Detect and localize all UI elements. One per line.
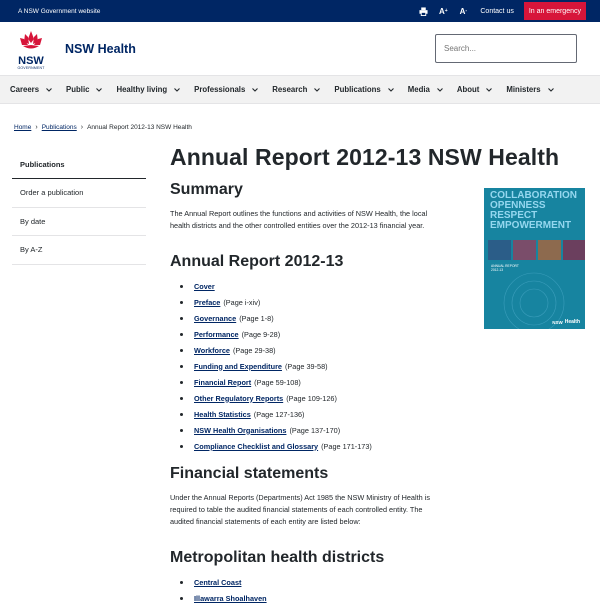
- chevron-down-icon: [314, 87, 320, 93]
- list-item: [180, 310, 372, 326]
- chevron-down-icon: [252, 87, 258, 93]
- brand[interactable]: [13, 29, 136, 69]
- nav-label: About: [456, 85, 480, 94]
- report-link-financial-report[interactable]: Financial Report: [194, 377, 252, 387]
- nav-label: Public: [66, 85, 90, 94]
- logo-subtext: GOVERNMENT: [17, 65, 45, 70]
- waratah-icon: [13, 29, 49, 51]
- metro-districts-heading: Metropolitan health districts: [170, 549, 385, 566]
- nav-item-publications[interactable]: [334, 85, 393, 94]
- chevron-down-icon: [388, 87, 394, 93]
- annual-report-cover-image[interactable]: [484, 188, 585, 329]
- list-item: [180, 294, 372, 310]
- increase-text-icon[interactable]: [438, 6, 448, 16]
- cover-photos: [488, 240, 585, 260]
- list-item: [180, 358, 372, 374]
- cover-brand-text: Health: [564, 319, 580, 325]
- page-range: (Page 109-126): [286, 393, 337, 403]
- list-item: [180, 390, 372, 406]
- breadcrumb-home[interactable]: Home: [14, 124, 32, 131]
- minus-glyph: -: [465, 8, 468, 14]
- chevron-down-icon: [46, 87, 52, 93]
- annual-report-heading: Annual Report 2012-13: [170, 253, 344, 270]
- sidebar-item-by-date[interactable]: By date: [12, 208, 146, 237]
- nav-item-professionals[interactable]: [194, 85, 258, 94]
- report-link-organisations[interactable]: NSW Health Organisations: [194, 425, 287, 435]
- page-range: (Page 171-173): [321, 441, 372, 451]
- cover-line: RESPECT: [490, 210, 538, 221]
- cover-headline: [484, 188, 585, 231]
- report-link-preface[interactable]: Preface: [194, 297, 221, 307]
- chevron-down-icon: [96, 87, 102, 93]
- district-link-illawarra[interactable]: Illawarra Shoalhaven: [194, 593, 267, 603]
- list-item: [180, 438, 372, 454]
- nav-item-healthy-living[interactable]: [116, 85, 180, 94]
- cover-nsw-logo-icon: NSW: [552, 319, 563, 325]
- cover-sub-line: 2012-13: [491, 268, 504, 272]
- cover-line: COLLABORATION: [490, 190, 578, 201]
- decrease-text-glyph: A: [459, 6, 466, 16]
- breadcrumb-current: Annual Report 2012-13 NSW Health: [87, 124, 192, 131]
- summary-text: The Annual Report outlines the functions and activities of NSW Health, the local health districts and the other controlled entities over the 2012-13 financial year.: [170, 209, 428, 230]
- emergency-button[interactable]: In an emergency: [524, 2, 586, 20]
- nav-label: Media: [407, 85, 430, 94]
- cover-line: EMPOWERMENT: [490, 220, 572, 231]
- page-range: (Page 29-38): [232, 345, 276, 355]
- sidebar-item-publications[interactable]: Publications: [12, 150, 146, 179]
- list-item: [180, 590, 267, 606]
- cover-brand: [552, 319, 580, 325]
- district-link-central-coast[interactable]: Central Coast: [194, 577, 242, 587]
- site-header: [0, 22, 600, 76]
- list-item: [180, 278, 372, 294]
- page-range: (Page 39-58): [284, 361, 328, 371]
- side-nav: [12, 150, 146, 265]
- main-nav: [0, 76, 600, 104]
- report-link-funding[interactable]: Funding and Expenditure: [194, 361, 282, 371]
- contact-us-link[interactable]: Contact us: [480, 7, 514, 15]
- metro-district-links: [180, 574, 267, 606]
- cover-photo: [488, 240, 511, 260]
- list-item: [180, 326, 372, 342]
- breadcrumb-publications[interactable]: Publications: [41, 124, 77, 131]
- logo-wordmark: NSW: [18, 54, 44, 67]
- gov-website-label: A NSW Government website: [18, 7, 101, 15]
- plus-glyph: +: [444, 8, 448, 14]
- search-input[interactable]: [435, 34, 577, 63]
- annual-report-links: [180, 278, 372, 454]
- chevron-down-icon: [174, 87, 180, 93]
- cover-photo: [563, 240, 585, 260]
- report-link-performance[interactable]: Performance: [194, 329, 239, 339]
- chevron-down-icon: [548, 87, 554, 93]
- nsw-logo-icon[interactable]: [13, 29, 49, 69]
- report-link-compliance[interactable]: Compliance Checklist and Glossary: [194, 441, 319, 451]
- page-range: (Page i-xiv): [223, 297, 261, 307]
- chevron-down-icon: [486, 87, 492, 93]
- nav-label: Research: [272, 85, 308, 94]
- cover-photo: [513, 240, 536, 260]
- list-item: [180, 574, 267, 590]
- page-title: Annual Report 2012-13 NSW Health: [170, 144, 560, 170]
- nav-label: Professionals: [194, 85, 246, 94]
- chevron-right-icon: ›: [35, 124, 38, 131]
- breadcrumb: [14, 124, 192, 131]
- nav-item-public[interactable]: [66, 85, 102, 94]
- cover-sub-line: ANNUAL REPORT: [491, 264, 519, 268]
- sidebar-item-by-a-z[interactable]: By A-Z: [12, 236, 146, 265]
- masthead: [0, 0, 600, 22]
- financial-statements-heading: Financial statements: [170, 465, 329, 482]
- list-item: [180, 406, 372, 422]
- nav-item-about[interactable]: [457, 85, 493, 94]
- decrease-text-icon[interactable]: [458, 6, 468, 16]
- list-item: [180, 342, 372, 358]
- nav-label: Ministers: [506, 85, 541, 94]
- nav-item-careers[interactable]: [10, 85, 52, 94]
- page-range: (Page 9-28): [241, 329, 281, 339]
- page-range: (Page 59-108): [254, 377, 301, 387]
- nav-item-research[interactable]: [272, 85, 320, 94]
- print-icon[interactable]: [418, 6, 428, 16]
- list-item: [180, 374, 372, 390]
- masthead-tools: [418, 2, 586, 20]
- nav-label: Healthy living: [116, 85, 168, 94]
- sidebar-item-order-publication[interactable]: Order a publication: [12, 179, 146, 208]
- report-link-workforce[interactable]: Workforce: [194, 345, 230, 355]
- summary-heading: Summary: [170, 181, 243, 198]
- nav-label: Careers: [10, 85, 40, 94]
- increase-text-glyph: A: [439, 6, 445, 16]
- nav-item-ministers[interactable]: [506, 85, 553, 94]
- nav-label: Publications: [334, 85, 381, 94]
- site-name[interactable]: NSW Health: [65, 41, 136, 56]
- chevron-right-icon: ›: [80, 124, 84, 131]
- report-link-governance[interactable]: Governance: [194, 313, 237, 323]
- report-link-regulatory[interactable]: Other Regulatory Reports: [194, 393, 284, 403]
- financial-statements-text: Under the Annual Reports (Departments) Act 1985 the NSW Ministry of Health is required to table the audited financial statements of each controlled entity. The audited financial statements of each entity are listed below:: [170, 493, 430, 526]
- chevron-down-icon: [437, 87, 443, 93]
- cover-line: OPENNESS: [490, 200, 546, 211]
- report-link-cover[interactable]: Cover: [194, 281, 215, 291]
- nav-item-media[interactable]: [408, 85, 443, 94]
- page-range: (Page 127-136): [253, 409, 305, 419]
- list-item: [180, 422, 372, 438]
- page-range: (Page 137-170): [289, 425, 341, 435]
- report-link-health-statistics[interactable]: Health Statistics: [194, 409, 251, 419]
- page-range: (Page 1-8): [239, 313, 274, 323]
- cover-photo: [538, 240, 561, 260]
